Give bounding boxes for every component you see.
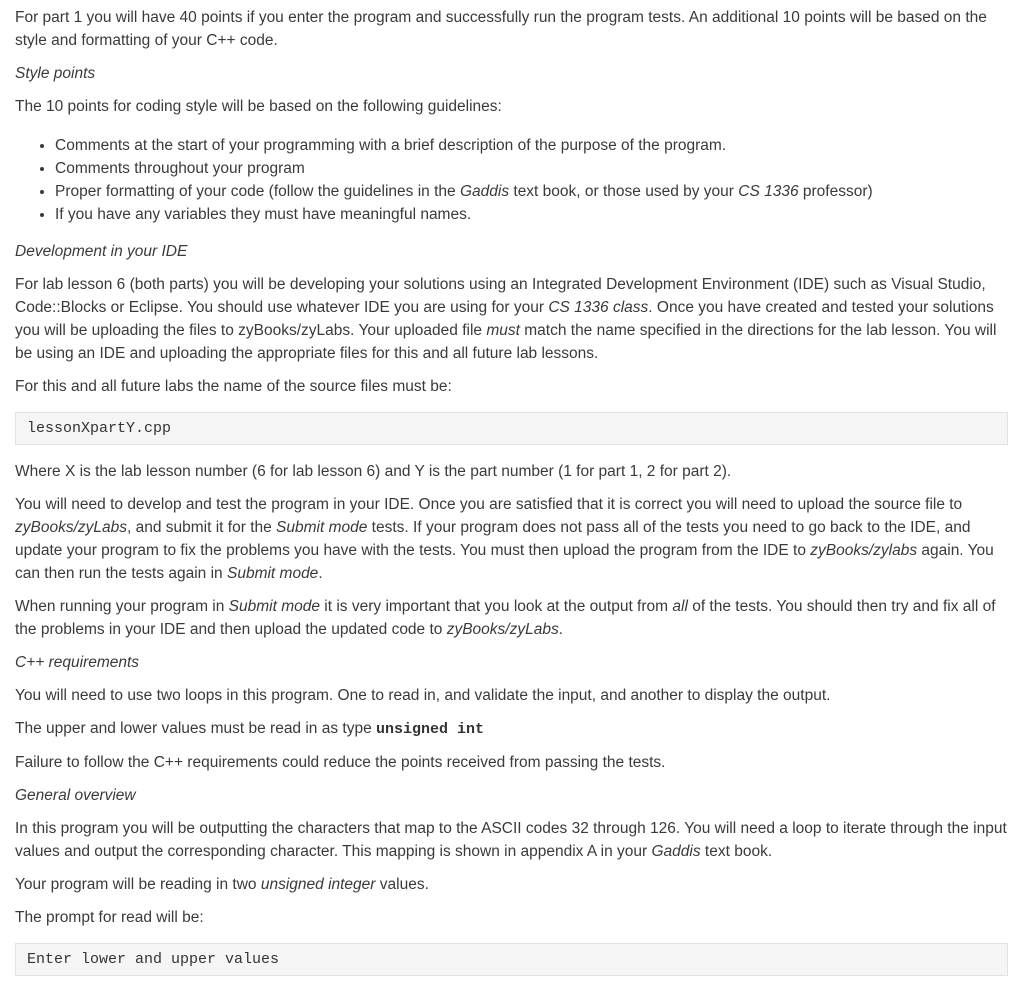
paragraph-text: text book. [700, 843, 773, 860]
paragraph-text: . [558, 621, 564, 638]
paragraph-text: tests. If your program does not pass all of the tests you need to go back to the IDE, and update your program to fix the problems you have with the tests. You must then upload the program from the IDE to [15, 519, 971, 559]
intro-paragraph: For part 1 you will have 40 points if you enter the program and successfully run the program tests. An additional 10 points will be based on the style and formatting of your C++ code. [15, 9, 987, 49]
filename-code-block: lessonXpartY.cpp [15, 412, 1008, 445]
general-overview-heading: General overview [15, 787, 136, 804]
unsigned-int-code: unsigned int [376, 721, 485, 738]
filename-explanation: Where X is the lab lesson number (6 for lab lesson 6) and Y is the part number (1 for part 1, 2 for part 2). [15, 463, 732, 480]
style-points-intro: The 10 points for coding style will be based on the following guidelines: [15, 98, 502, 115]
unsigned-values-paragraph [15, 873, 1009, 896]
failure-paragraph: Failure to follow the C++ requirements could reduce the points received from passing the tests. [15, 754, 666, 771]
list-item-text: Proper formatting of your code (follow the guidelines in the [55, 183, 460, 200]
must-emphasis: must [486, 322, 520, 339]
course-emphasis: CS 1336 class [548, 299, 649, 316]
submit-mode-emphasis: Submit mode [226, 565, 319, 582]
submit-mode-emphasis: Submit mode [228, 598, 320, 615]
zylabs-emphasis: zyBooks/zyLabs [446, 621, 559, 638]
unsigned-integer-emphasis: unsigned integer [260, 876, 376, 893]
submit-mode-emphasis: Submit mode [276, 519, 368, 536]
list-item-text: If you have any variables they must have meaningful names. [55, 206, 472, 223]
submit-mode-paragraph [15, 595, 1009, 641]
prompt-code-block: Enter lower and upper values [15, 943, 1008, 976]
list-item [55, 203, 1009, 226]
zylabs-emphasis: zyBooks/zylabs [810, 542, 918, 559]
ascii-paragraph [15, 817, 1009, 863]
type-paragraph [15, 717, 1009, 741]
list-item [55, 134, 1009, 157]
prompt-intro: The prompt for read will be: [15, 909, 204, 926]
list-item [55, 180, 1009, 203]
submit-paragraph [15, 493, 1009, 585]
paragraph-text: In this program you will be outputting the characters that map to the ASCII codes 32 through 126. You will need a loop to iterate through the input values and output the corresponding character. This mapping is shown in appendix A in your [15, 820, 1007, 860]
list-item-text: professor) [798, 183, 873, 200]
paragraph-text: . [318, 565, 323, 582]
gaddis-emphasis: Gaddis [459, 183, 510, 200]
development-heading: Development in your IDE [15, 243, 188, 260]
paragraph-text: When running your program in [15, 598, 229, 615]
paragraph-text: of the tests. You should then try and fix all of the problems in your IDE and then upload the updated code to [15, 598, 996, 638]
paragraph-text: . Once you have created and tested your solutions you will be uploading the files to zyBooks/zyLabs. Your uploaded file [15, 299, 994, 339]
paragraph-text: match the name specified in the directions for the lab lesson. You will be using an IDE and uploading the appropriate files for this and all future lab lessons. [15, 322, 997, 362]
paragraph-text: You will need to develop and test the program in your IDE. Once you are satisfied that it is correct you will need to upload the source file to [15, 496, 963, 513]
filename-intro: For this and all future labs the name of the source files must be: [15, 378, 452, 395]
paragraph-text: The upper and lower values must be read in as type [15, 720, 377, 737]
course-emphasis: CS 1336 [738, 183, 799, 200]
cpp-requirements-heading: C++ requirements [15, 654, 140, 671]
paragraph-text: values. [375, 876, 429, 893]
paragraph-text: it is very important that you look at the output from [320, 598, 673, 615]
paragraph-text: For lab lesson 6 (both parts) you will be developing your solutions using an Integrated Development Environment (IDE) such as Visual Studio, Code::Blocks or Eclipse. You should use whatever IDE you are using for your [15, 276, 986, 316]
all-emphasis: all [672, 598, 688, 615]
paragraph-text: Your program will be reading in two [15, 876, 261, 893]
loops-paragraph: You will need to use two loops in this program. One to read in, and validate the input, and another to display the output. [15, 687, 831, 704]
style-guidelines-list [15, 134, 1009, 226]
list-item-text: text book, or those used by your [509, 183, 739, 200]
zylabs-emphasis: zyBooks/zyLabs [15, 519, 127, 536]
list-item-text: Comments at the start of your programming with a brief description of the purpose of the program. [55, 137, 727, 154]
paragraph-text: , and submit it for the [127, 519, 277, 536]
list-item [55, 157, 1009, 180]
gaddis-emphasis: Gaddis [651, 843, 701, 860]
development-paragraph [15, 273, 1009, 365]
list-item-text: Comments throughout your program [55, 160, 305, 177]
style-points-heading: Style points [15, 65, 96, 82]
paragraph-text: again. You can then run the tests again in [15, 542, 994, 582]
